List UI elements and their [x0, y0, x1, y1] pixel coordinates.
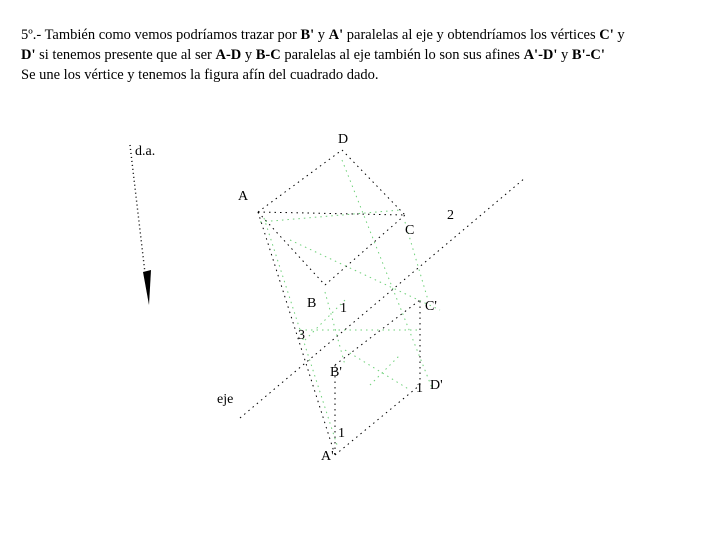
- construction-line-small: [370, 355, 400, 385]
- construction-line-d: [342, 160, 432, 388]
- segment-ref-ad: A-D: [215, 47, 242, 63]
- segment-ref-apdp: A'-D': [523, 47, 558, 63]
- vertex-ref-bprime: B': [300, 27, 315, 43]
- label-eje: eje: [217, 392, 234, 407]
- square-edge-ad: [258, 150, 342, 212]
- square-diagonal-ac: [258, 212, 405, 215]
- label-aprime: A': [321, 449, 334, 464]
- segment-ref-bpcp: B'-C': [571, 47, 605, 63]
- square-edge-dc: [342, 150, 405, 215]
- label-cprime: C': [425, 299, 437, 314]
- affinity-direction-line: [130, 145, 147, 290]
- construction-line-bp: [345, 350, 410, 390]
- label-d: D: [338, 132, 349, 147]
- label-1a: 1: [340, 301, 347, 316]
- vertex-ref-cprime: C': [599, 27, 614, 43]
- text-fragment: paralelas al eje y obtendríamos los vértices: [343, 27, 600, 43]
- affine-ray-a: [258, 212, 335, 455]
- text-fragment: y: [557, 47, 572, 63]
- label-3: 3: [298, 328, 305, 343]
- affinity-direction-arrowhead: [143, 270, 151, 305]
- axis-line: [240, 178, 525, 418]
- affine-edge-apdp: [335, 385, 420, 455]
- text-fragment: paralelas al eje también lo son sus afines: [280, 47, 524, 63]
- text-fragment: si tenemos presente que al ser: [35, 47, 216, 63]
- text-fragment: y: [241, 47, 256, 63]
- text-fragment: 5º.- También como vemos podríamos trazar por: [21, 27, 301, 43]
- label-2: 2: [447, 208, 454, 223]
- segment-ref-bc: B-C: [255, 47, 281, 63]
- vertex-ref-dprime: D': [21, 47, 36, 63]
- label-1c: 1: [338, 426, 345, 441]
- label-bprime: B': [330, 365, 342, 380]
- text-fragment: y: [314, 27, 329, 43]
- paragraph-line-3: Se une los vértice y tenemos la figura afín del cuadrado dado.: [21, 67, 379, 83]
- label-1b: 1: [416, 381, 423, 396]
- label-dprime: D': [430, 378, 443, 393]
- text-fragment: y: [613, 27, 625, 43]
- square-edge-ab: [258, 212, 325, 285]
- affine-edge-bpcp: [335, 300, 420, 365]
- label-a: A: [238, 189, 249, 204]
- vertex-ref-aprime: A': [328, 27, 344, 43]
- label-c: C: [405, 223, 415, 238]
- label-b: B: [307, 296, 317, 311]
- label-da: d.a.: [135, 144, 156, 159]
- construction-line-ac: [260, 210, 400, 222]
